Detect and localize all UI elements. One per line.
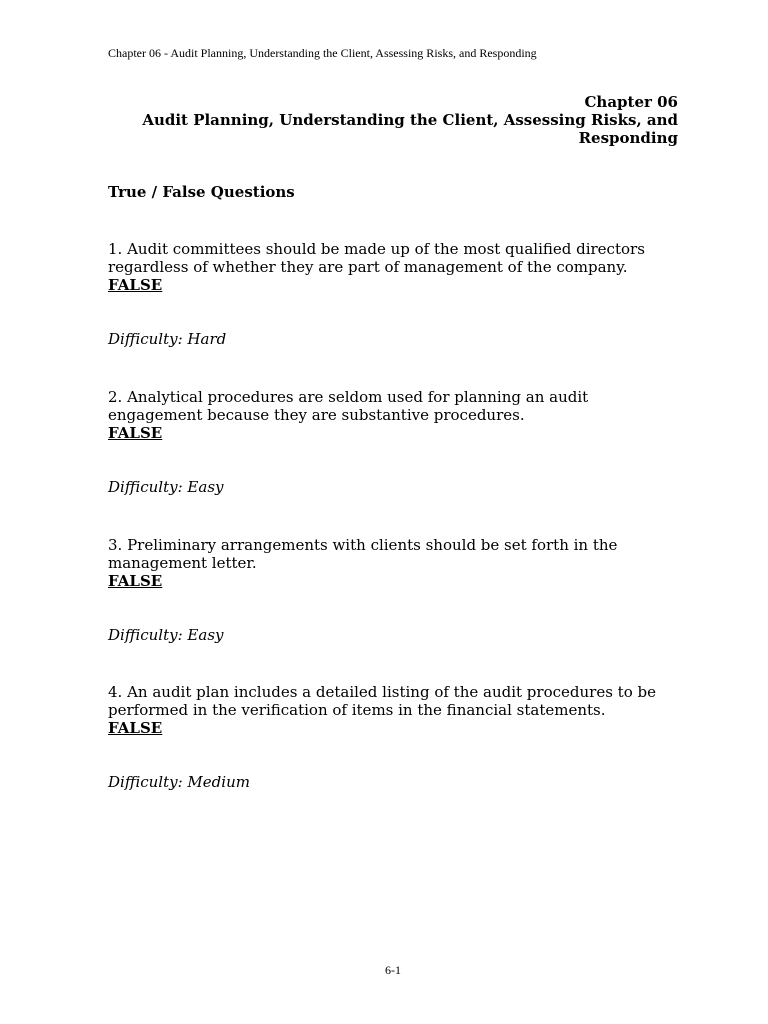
question-difficulty: Difficulty: Hard (108, 330, 227, 348)
question-text-line-1: 4. An audit plan includes a detailed listing of the audit procedures to be (108, 683, 656, 701)
question-item (108, 536, 678, 644)
question-item (108, 240, 678, 348)
question-answer: FALSE (108, 424, 163, 442)
question-answer: FALSE (108, 719, 163, 737)
chapter-title-line-2: Responding (578, 129, 678, 147)
chapter-title-line-1: Audit Planning, Understanding the Client, Assessing Risks, and (142, 111, 678, 129)
question-item (108, 683, 678, 791)
question-text-line-1: 3. Preliminary arrangements with clients should be set forth in the (108, 536, 618, 554)
question-text-line-2: performed in the verification of items in the financial statements. (108, 701, 606, 719)
question-text-line-2: management letter. (108, 554, 257, 572)
question-difficulty: Difficulty: Easy (108, 478, 224, 496)
running-header: Chapter 06 - Audit Planning, Understanding the Client, Assessing Risks, and Responding (108, 46, 537, 60)
question-text-line-1: 1. Audit committees should be made up of the most qualified directors (108, 240, 645, 258)
question-answer: FALSE (108, 572, 163, 590)
chapter-number: Chapter 06 (584, 93, 678, 111)
question-item (108, 388, 678, 496)
question-difficulty: Difficulty: Medium (108, 773, 250, 791)
question-text-line-1: 2. Analytical procedures are seldom used for planning an audit (108, 388, 589, 406)
question-answer: FALSE (108, 276, 163, 294)
question-text-line-2: regardless of whether they are part of management of the company. (108, 258, 628, 276)
question-text-line-2: engagement because they are substantive procedures. (108, 406, 525, 424)
page-number: 6-1 (385, 963, 401, 977)
section-heading: True / False Questions (108, 183, 295, 201)
question-difficulty: Difficulty: Easy (108, 626, 224, 644)
chapter-title-block (108, 93, 678, 147)
